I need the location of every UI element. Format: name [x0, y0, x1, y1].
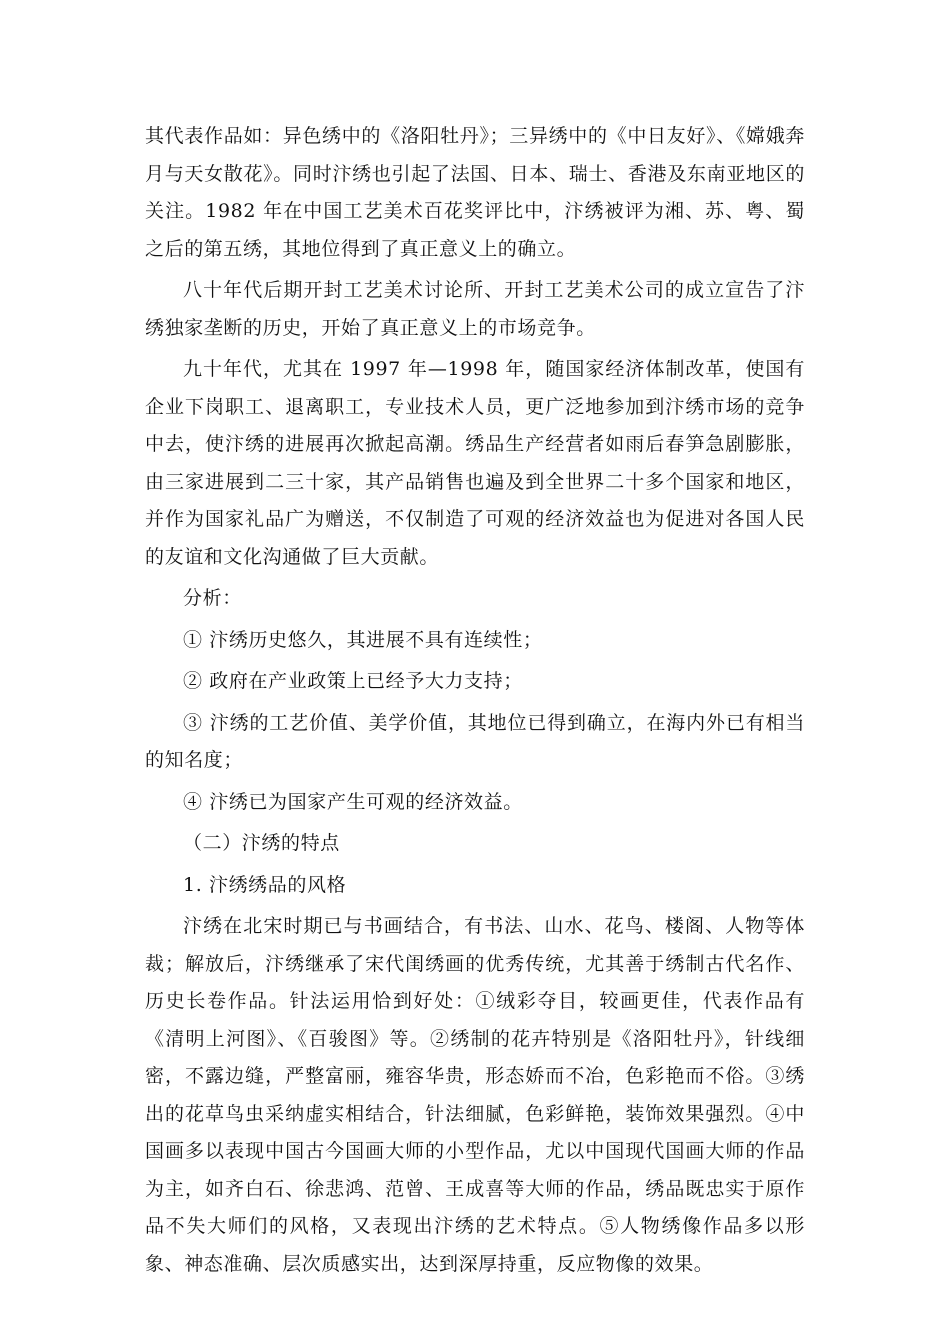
paragraph-analysis-heading: 分析：	[183, 587, 242, 609]
analysis-item-4: ④ 汴绣已为国家产生可观的经济效益。	[183, 790, 523, 813]
paragraph-style-description: 汴绣在北宋时期已与书画结合，有书法、山水、花鸟、楼阁、人物等体裁；解放后，汴绣继承了宋代闺绣画的优秀传统，尤其善于绣制古代名作、历史长卷作品。针法运用恰到好处：①绒彩夺目，较画更佳，代表作品有《清明上河图》、《百骏图》等。②绣制的花卉特别是《洛阳牡丹》，针线细密，不露边缝，严整富丽，雍容华贵，形态娇而不冶，色彩艳而不俗。③绣出的花草鸟虫采纳虚实相结合，针法细腻，色彩鲜艳，装饰效果强烈。④中国画多以表现中国古今国画大师的小型作品，尤以中国现代国画大师的作品为主，如齐白石、徐悲鸿、范曾、王成喜等大师的作品，绣品既忠实于原作品不失大师们的风格，又表现出汴绣的艺术特点。⑤人物绣像作品多以形象、神态准确、层次质感实出，达到深厚持重，反应物像的效果。	[145, 915, 805, 1275]
analysis-item-3: ③ 汴绣的工艺价值、美学价值，其地位已得到确立，在海内外已有相当的知名度；	[145, 711, 805, 771]
document-body	[145, 118, 805, 1283]
analysis-item-1: ① 汴绣历史悠久，其进展不具有连续性；	[183, 628, 543, 651]
paragraph-representative-works: 其代表作品如：异色绣中的《洛阳牡丹》；三异绣中的《中日友好》、《嫦娥奔月与天女散花》。同时汴绣也引起了法国、日本、瑞士、香港及东南亚地区的关注。1982 年在中国工艺美术百花奖评比中，汴绣被评为湘、苏、粤、蜀之后的第五绣，其地位得到了真正意义上的确立。	[145, 125, 805, 260]
subsection-heading-style: 1. 汴绣绣品的风格	[183, 873, 347, 896]
section-heading-features: （二）汴绣的特点	[183, 832, 340, 854]
analysis-item-2: ② 政府在产业政策上已经予大力支持；	[183, 670, 523, 692]
paragraph-market-competition: 八十年代后期开封工艺美术讨论所、开封工艺美术公司的成立宣告了汴绣独家垄断的历史，开始了真正意义上的市场竞争。	[145, 279, 805, 339]
paragraph-nineties-development: 九十年代，尤其在 1997 年—1998 年，随国家经济体制改革，使国有企业下岗职工、退离职工，专业技术人员，更广泛地参加到汴绣市场的竞争中去，使汴绣的进展再次掀起高潮。绣品生产经营者如雨后春笋急剧膨胀，由三家进展到二三十家，其产品销售也遍及到全世界二十多个国家和地区，并作为国家礼品广为赠送，不仅制造了可观的经济效益也为促进对各国人民的友谊和文化沟通做了巨大贡献。	[145, 358, 805, 568]
